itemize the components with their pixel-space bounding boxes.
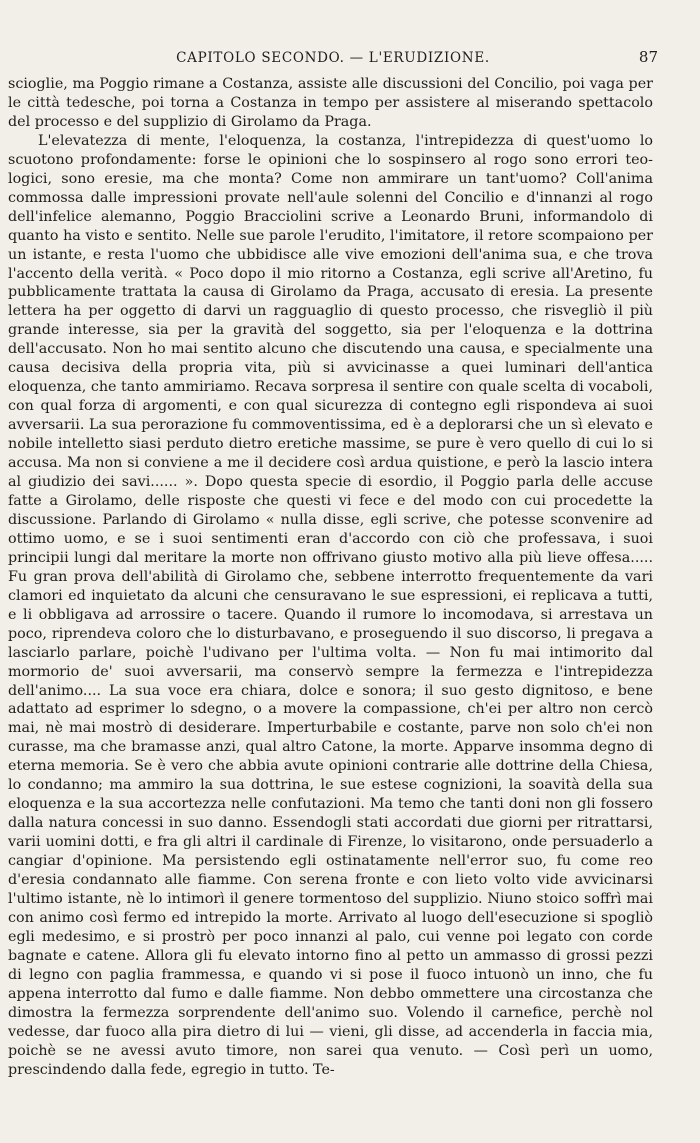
running-head xyxy=(8,50,658,72)
body-text xyxy=(8,75,653,1080)
paragraph-main: L'elevatezza di mente, l'eloquenza, la costanza, l'intrepidezza di quest'uomo lo scuotono profondamente: forse le opinioni che lo sospinsero al rogo sono errori teologici, sono eresie, ma che monta? Come non ammirare un tant'uomo? Coll'anima commossa dalle impressioni provate nell'aule solenni del Concilio e d'innanzi al rogo dell'infelice alemanno, Poggio Bracciolini scrive a Leonardo Bruni, informandolo di quanto ha visto e sentito. Nelle sue parole l'erudito, l'imitatore, il retore scompaiono per un istante, e resta l'uomo che ubbidisce alle vive emozioni dell'anima sua, e che trova l'accento della verità. « Poco dopo il mio ritorno a Costanza, egli scrive all'Aretino, fu pubblicamente trattata la causa di Girolamo da Praga, accusato di eresia. La presente lettera ha per oggetto di darvi un ragguaglio di questo processo, che risvegliò il più grande interesse, sia per la gravità del soggetto, sia per l'eloquenza e la dottrina dell'accusato. Non ho mai sentito alcuno che discutendo una causa, e specialmente una causa decisiva della propria vita, più si avvicinasse a quei luminari dell'antica eloquenza, che tanto ammiriamo. Recava sorpresa il sentire con quale scelta di vocaboli, con qual forza di argomenti, e con qual sicurezza di contegno egli rispondeva ai suoi avversarii. La sua perorazione fu commoventissima, ed è a deplorarsi che un sì elevato e nobile intelletto siasi perduto dietro eretiche massime, se pure è vero quello di cui lo si accusa. Ma non si conviene a me il decidere così ardua quistione, e però la lascio intera al giudizio dei savi...... ». Dopo questa specie di esordio, il Poggio parla delle accuse fatte a Girolamo, delle risposte che questi vi fece e del modo con cui procedette la discussione. Parlando di Girolamo « nulla disse, egli scrive, che potesse sconvenire ad ottimo uomo, e se i suoi sentimenti eran d'accordo con ciò che professava, i suoi principii lungi dal meritare la morte non offrivano giusto motivo alla più lieve offesa..... Fu gran prova dell'abilità di Girolamo che, sebbene interrotto frequentemente da vari clamori ed inquietato da alcuni che censuravano le sue espressioni, ei replicava a tutti, e li obbligava ad arrossire o tacere. Quando il rumore lo incomodava, si arrestava un poco, riprendeva coloro che lo disturbavano, e proseguendo il suo discorso, li pregava a lasciarlo parlare, poichè l'udivano per l'ultima volta. — Non fu mai intimorito dal mormorio de' suoi avversarii, ma conservò sempre la fermezza e l'intrepidezza dell'animo.... La sua voce era chiara, dolce e sonora; il suo gesto dignitoso, e bene adattato ad esprimer lo sdegno, o a movere la compassione, ch'ei per altro non cercò mai, nè mai mostrò di desiderare. Imperturbabile e costante, parve non solo ch'ei non curasse, ma che bramasse anzi, qual altro Catone, la morte. Apparve insomma degno di eterna memoria. Se è vero che abbia avute opinioni contrarie alle dottrine della Chiesa, lo condanno; ma ammiro la sua dottrina, le sue estese cognizioni, la soavità della sua eloquenza e la sua accortezza nelle confutazioni. Ma temo che tanti doni non gli fossero dalla natura concessi in suo danno. Essendogli stati accordati due giorni per ritrattarsi, varii uomini dotti, e fra gli altri il cardinale di Firenze, lo visitarono, onde persuaderlo a cangiar d'opinione. Ma persistendo egli ostinatamente nell'error suo, fu come reo d'eresia condannato alle fiamme. Con serena fronte e con lieto volto vide avvicinarsi l'ultimo istante, nè lo intimorì il genere tormentoso del supplizio. Niuno stoico soffrì mai con animo così fermo ed intrepido la morte. Arrivato al luogo dell'esecuzione si spogliò egli medesimo, e si prostrò per poco innanzi al palo, cui venne poi legato con corde bagnate e catene. Allora gli fu elevato intorno fino al petto un ammasso di grossi pezzi di legno con paglia frammessa, e quando vi si pose il fuoco intuonò un inno, che fu appena interrotto dal fumo e dalle fiamme. Non debbo ommettere una circostanza che dimostra la fermezza sorprendente dell'animo suo. Volendo il carnefice, perchè nol vedesse, dar fuoco alla pira dietro di lui — vieni, gli disse, ad accenderla in faccia mia, poichè se ne avessi avuto timore, non sarei qua venuto. — Così perì un uomo, prescindendo dalla fede, egregio in tutto. Te- xyxy=(8,132,653,1078)
paragraph-continuation: scioglie, ma Poggio rimane a Costanza, assiste alle discussioni del Concilio, poi vaga per le città tedesche, poi torna a Costanza in tempo per assistere al miserando spettacolo del processo e del supplizio di Girolamo da Praga. xyxy=(8,76,653,130)
page-number: 87 xyxy=(638,48,658,66)
chapter-running-title: CAPITOLO SECONDO. — L'ERUDIZIONE. xyxy=(176,50,490,66)
